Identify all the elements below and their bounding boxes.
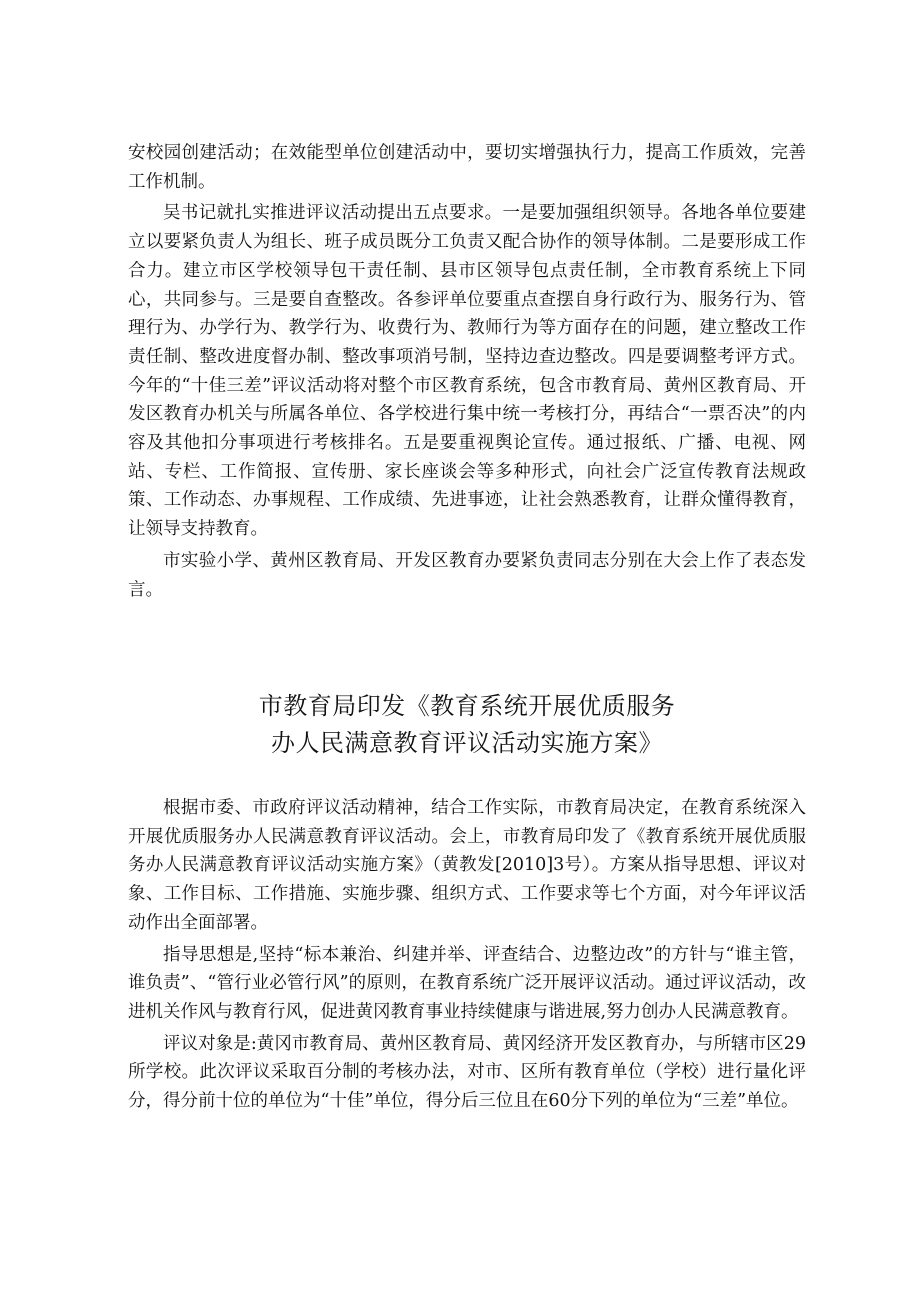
- heading-line-1: 市教育局印发《教育系统开展优质服务: [258, 692, 676, 720]
- paragraph-guiding-ideology: 指导思想是,坚持“标本兼治、纠建并举、评查结合、边整边改”的方针与“谁主管，谁负责”、“管行业必管行风”的原则，在教育系统广泛开展评议活动。通过评议活动，改进机关作风与教育行风，促进黄冈教育事业持续健康与谐进展,努力创办人民满意教育。: [128, 944, 806, 1022]
- section-2: [128, 794, 806, 1116]
- paragraph-five-requirements: 吴书记就扎实推进评议活动提出五点要求。一是要加强组织领导。各地各单位要建立以要紧负责人为组长、班子成员既分工负责又配合协作的领导体制。二是要形成工作合力。建立市区学校领导包干责任制、县市区领导包点责任制，全市教育系统上下同心，共同参与。三是要自查整改。各参评单位要重点查摆自身行政行为、服务行为、管理行为、办学行为、教学行为、收费行为、教师行为等方面存在的问题，建立整改工作责任制、整改进度督办制、整改事项消号制，坚持边查边整改。四是要调整考评方式。今年的“十佳三差”评议活动将对整个市区教育系统，包含市教育局、黄州区教育局、开发区教育办机关与所属各单位、各学校进行集中统一考核打分，再结合“一票否决”的内容及其他扣分事项进行考核排名。五是要重视舆论宣传。通过报纸、广播、电视、网站、专栏、工作简报、宣传册、家长座谈会等多种形式，向社会广泛宣传教育法规政策、工作动态、办事规程、工作成绩、先进事迹，让社会熟悉教育，让群众懂得教育，让领导支持教育。: [128, 203, 806, 540]
- section-heading: [128, 688, 806, 762]
- paragraph-evaluation-targets: 评议对象是:黄冈市教育局、黄州区教育局、黄冈经济开发区教育办，与所辖市区29所学校。此次评议采取百分制的考核办法，对市、区所有教育单位（学校）进行量化评分，得分前十位的单位为“十佳”单位，得分后三位且在60分下列的单位为“三差”单位。: [128, 1033, 806, 1112]
- paragraph-speeches: 市实验小学、黄州区教育局、开发区教育办要紧负责同志分别在大会上作了表态发言。: [128, 550, 806, 600]
- section-1: [128, 139, 806, 604]
- heading-line-2: 办人民满意教育评议活动实施方案》: [271, 729, 663, 757]
- paragraph-plan-intro: 根据市委、市政府评议活动精神，结合工作实际，市教育局决定，在教育系统深入开展优质服务办人民满意教育评议活动。会上，市教育局印发了《教育系统开展优质服务办人民满意教育评议活动实施方案》（黄教发[2010]3号）。方案从指导思想、评议对象、工作目标、工作措施、实施步骤、组织方式、工作要求等七个方面，对今年评议活动作出全面部署。: [128, 798, 806, 933]
- paragraph-continued: 安校园创建活动；在效能型单位创建活动中，要切实增强执行力，提高工作质效，完善工作机制。: [128, 143, 806, 192]
